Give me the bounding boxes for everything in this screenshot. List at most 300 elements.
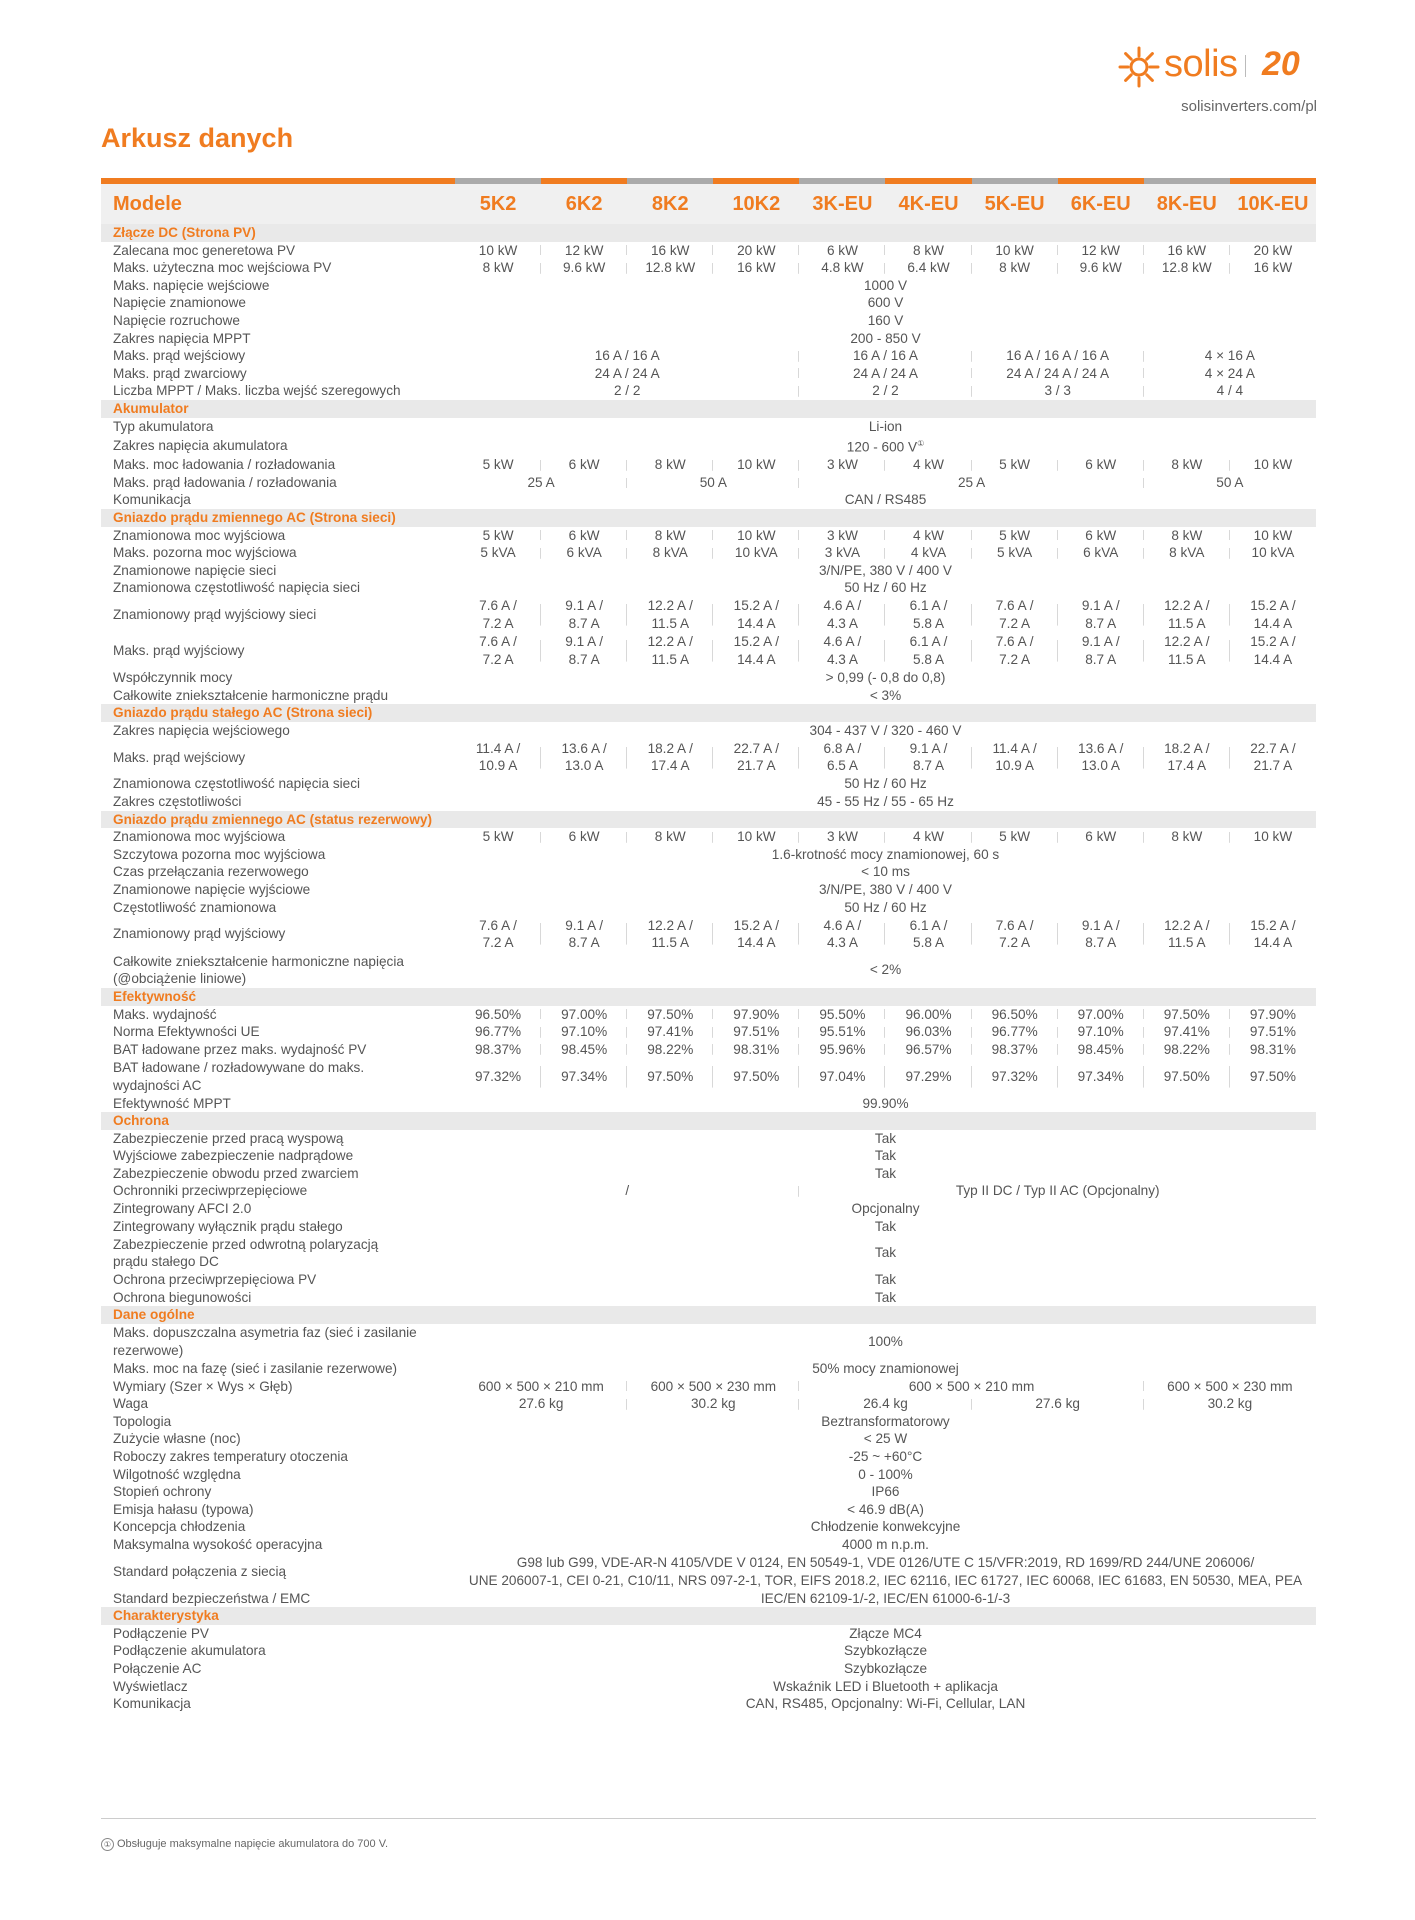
table-cell: 10 kVA (1251, 545, 1295, 561)
table-cell: 27.6 kg (972, 1395, 1144, 1413)
table-row (101, 562, 1316, 580)
row-label: Znamionowa częstotliwość napięcia sieci (113, 776, 361, 792)
table-cell: 8 kW (1144, 828, 1230, 846)
table-row (101, 1095, 1316, 1113)
table-cell: 98.31% (1249, 1041, 1296, 1057)
table-cell: 12.2 A / 11.5 A (1144, 597, 1230, 633)
row-label: Komunikacja (113, 492, 191, 508)
row-label: Waga (113, 1396, 149, 1412)
table-cell: 97.34% (1058, 1059, 1144, 1095)
table-cell: 12.2 A / 11.5 A (1144, 916, 1230, 952)
table-row (101, 347, 1316, 365)
table-cell: 10 kW (1253, 829, 1293, 845)
row-label: Wyjściowe zabezpieczenie nadprądowe (113, 1148, 354, 1164)
table-row (101, 1395, 1316, 1413)
table-cell: Wskaźnik LED i Bluetooth + aplikacja (773, 1678, 998, 1694)
table-cell: 15.2 A / 14.4 A (713, 597, 799, 633)
row-label: Zintegrowany wyłącznik prądu stałego (113, 1218, 343, 1234)
table-cell: 8 kW (885, 242, 971, 260)
row-label: Topologia (113, 1413, 172, 1429)
row-label: Maks. dopuszczalna asymetria faz (sieć i zasilanie rezerwowe) (113, 1325, 417, 1359)
table-cell: Tak (874, 1148, 897, 1164)
table-cell: 97.51% (713, 1023, 799, 1041)
table-cell: / (455, 1182, 799, 1200)
table-row (101, 1006, 1316, 1024)
table-cell: 50 Hz / 60 Hz (844, 580, 927, 596)
table-cell: 96.00% (885, 1006, 971, 1024)
table-cell: 9.1 A / 8.7 A (541, 633, 627, 669)
table-cell: CAN / RS485 (844, 492, 927, 508)
row-label: Maks. prąd wejściowy (113, 348, 246, 364)
row-label: Maks. moc na fazę (sieć i zasilanie rezerwowe) (113, 1361, 398, 1377)
row-label: Stopień ochrony (113, 1484, 212, 1500)
table-row (101, 863, 1316, 881)
footnote-text: Obsługuje maksymalne napięcie akumulatora do 700 V. (117, 1838, 389, 1850)
table-row (101, 687, 1316, 705)
row-label: Zabezpieczenie obwodu przed zwarciem (113, 1165, 359, 1181)
table-cell: 16 kW (713, 259, 799, 277)
table-cell: 12.2 A / 11.5 A (627, 597, 713, 633)
table-row (101, 382, 1316, 400)
table-row (101, 881, 1316, 899)
table-cell: 98.37% (455, 1041, 541, 1059)
table-cell: 10 kW (1253, 527, 1293, 543)
section-title: Gniazdo prądu stałego AC (Strona sieci) (101, 704, 1316, 722)
table-cell: 99.90% (862, 1095, 909, 1111)
table-cell: 4 kVA (885, 544, 971, 562)
table-cell: 9.1 A / 8.7 A (1058, 597, 1144, 633)
table-cell: 8 kW (1144, 527, 1230, 545)
table-cell: 95.96% (799, 1041, 885, 1059)
row-label: Zabezpieczenie przed odwrotną polaryzacją prądu stałego DC (113, 1236, 379, 1270)
section-header-row (101, 509, 1316, 527)
row-label: Maks. prąd ładowania / rozładowania (113, 474, 337, 490)
table-cell: 200 - 850 V (850, 330, 921, 346)
model-header: 3K-EU (799, 181, 885, 224)
row-label: Czas przełączania rezerwowego (113, 864, 309, 880)
row-label: Szczytowa pozorna moc wyjściowa (113, 846, 326, 862)
row-label: Roboczy zakres temperatury otoczenia (113, 1449, 348, 1464)
row-label: BAT ładowane / rozładowywane do maks. wydajności AC (113, 1059, 365, 1093)
table-cell: 97.29% (885, 1059, 971, 1095)
table-row (101, 1518, 1316, 1536)
table-cell: IEC/EN 62109-1/-2, IEC/EN 61000-6-1/-3 (760, 1590, 1011, 1606)
table-cell: 5 kW (972, 456, 1058, 474)
row-label: Wilgotność względna (113, 1466, 241, 1482)
model-header: 10K-EU (1230, 181, 1316, 224)
table-cell: 97.50% (713, 1059, 799, 1095)
table-cell: 97.50% (1249, 1068, 1296, 1084)
model-header: 8K2 (627, 181, 713, 224)
section-title: Złącze DC (Strona PV) (101, 224, 1316, 242)
row-label: Znamionowy prąd wyjściowy sieci (113, 607, 317, 623)
table-cell: Tak (874, 1245, 897, 1261)
table-cell: 160 V (867, 312, 904, 328)
table-cell: 9.1 A / 8.7 A (541, 597, 627, 633)
table-cell: 11.4 A / 10.9 A (455, 739, 541, 775)
table-cell: 5 kVA (455, 544, 541, 562)
section-header-row (101, 400, 1316, 418)
table-cell: Tak (874, 1218, 897, 1234)
table-cell: 10 kW (713, 456, 799, 474)
table-cell: 15.2 A / 14.4 A (1250, 917, 1296, 951)
row-label: Podłączenie akumulatora (113, 1643, 266, 1659)
table-cell: 97.50% (1144, 1006, 1230, 1024)
page-title: Arkusz danych (101, 123, 294, 153)
spec-table (101, 178, 1316, 1713)
table-cell: < 46.9 dB(A) (847, 1501, 924, 1517)
table-cell: 3 / 3 (972, 382, 1144, 400)
table-cell: 6.4 kW (885, 259, 971, 277)
table-cell: 96.50% (455, 1006, 541, 1024)
table-row (101, 242, 1316, 260)
table-cell: 3 kW (799, 456, 885, 474)
table-cell: 6.8 A / 6.5 A (799, 739, 885, 775)
table-cell: 96.50% (972, 1006, 1058, 1024)
table-row (101, 312, 1316, 330)
section-header-row (101, 1607, 1316, 1625)
row-label: Ochrona biegunowości (113, 1289, 252, 1305)
table-cell: IP66 (871, 1484, 900, 1500)
table-cell: 97.00% (541, 1006, 627, 1024)
row-label: Połączenie AC (113, 1660, 202, 1676)
table-cell: 12.8 kW (627, 259, 713, 277)
row-label: Maks. pozorna moc wyjściowa (113, 545, 297, 561)
table-row (101, 527, 1316, 545)
table-cell: CAN, RS485, Opcjonalny: Wi-Fi, Cellular, LAN (745, 1696, 1026, 1712)
table-cell: 9.1 A / 8.7 A (1058, 633, 1144, 669)
table-cell: 50 A (627, 474, 799, 492)
table-bottom-divider (101, 1818, 1316, 1819)
table-cell: Tak (874, 1289, 897, 1305)
table-row (101, 1059, 1316, 1095)
table-row (101, 633, 1316, 669)
table-cell: 95.51% (799, 1023, 885, 1041)
table-cell: 15.2 A / 14.4 A (713, 633, 799, 669)
row-label: Standard bezpieczeństwa / EMC (113, 1590, 311, 1606)
section-title: Gniazdo prądu zmiennego AC (status rezerwowy) (101, 811, 1316, 829)
model-header: 5K-EU (972, 181, 1058, 224)
model-header: 6K-EU (1058, 181, 1144, 224)
table-cell: 2 / 2 (455, 382, 799, 400)
table-cell: 10 kW (713, 527, 799, 545)
table-row (101, 1041, 1316, 1059)
table-cell: 6 kW (799, 242, 885, 260)
table-cell: > 0,99 (- 0,8 do 0,8) (825, 670, 946, 685)
logo-divider (1245, 55, 1246, 77)
table-cell: 6 kW (541, 828, 627, 846)
row-label: Komunikacja (113, 1696, 191, 1712)
table-row (101, 952, 1316, 988)
table-cell: 8 kW (627, 828, 713, 846)
row-label: Współczynnik mocy (113, 670, 233, 685)
table-row (101, 1642, 1316, 1660)
table-cell: 50 Hz / 60 Hz (844, 899, 927, 915)
table-row (101, 1483, 1316, 1501)
table-row (101, 1554, 1316, 1590)
table-cell: 12.8 kW (1144, 259, 1230, 277)
table-row (101, 1430, 1316, 1448)
row-label: Emisja hałasu (typowa) (113, 1501, 254, 1517)
table-cell: 12.2 A / 11.5 A (627, 633, 713, 669)
table-row (101, 1200, 1316, 1218)
table-row (101, 1413, 1316, 1431)
table-cell: 97.41% (1144, 1023, 1230, 1041)
table-cell: 3/N/PE, 380 V / 400 V (819, 562, 952, 578)
model-header: 10K2 (713, 181, 799, 224)
table-cell: Tak (874, 1272, 897, 1288)
table-cell: 22.7 A / 21.7 A (1250, 740, 1296, 774)
table-cell: 5 kVA (972, 544, 1058, 562)
table-cell: < 10 ms (861, 864, 910, 880)
table-cell: 97.51% (1249, 1024, 1296, 1040)
table-cell: Szybkozłącze (843, 1660, 928, 1676)
row-label: Zabezpieczenie przed pracą wyspową (113, 1130, 344, 1146)
anniversary-badge: 20 (1262, 45, 1300, 83)
table-row (101, 1130, 1316, 1148)
section-title: Ochrona (101, 1112, 1316, 1130)
footnote-ref: ① (917, 439, 925, 449)
row-label: Całkowite zniekształcenie harmoniczne prądu (113, 687, 389, 703)
table-cell: 16 A / 16 A / 16 A (972, 347, 1144, 365)
table-cell: 96.77% (972, 1023, 1058, 1041)
table-cell: 6 kVA (1058, 544, 1144, 562)
table-cell: 600 × 500 × 210 mm (455, 1378, 627, 1396)
table-cell: 4.6 A / 4.3 A (799, 633, 885, 669)
table-cell: 25 A (455, 474, 627, 492)
table-cell: 3 kVA (799, 544, 885, 562)
table-row (101, 828, 1316, 846)
table-cell: 600 × 500 × 210 mm (799, 1378, 1143, 1396)
table-cell: Opcjonalny (851, 1201, 920, 1217)
table-cell: Złącze MC4 (849, 1625, 922, 1641)
table-row (101, 435, 1316, 456)
table-cell: 10 kW (713, 828, 799, 846)
table-cell: 4.8 kW (799, 259, 885, 277)
table-cell: 6 kW (541, 456, 627, 474)
table-row (101, 1448, 1316, 1466)
section-header-row (101, 811, 1316, 829)
table-cell: 4000 m n.p.m. (842, 1536, 929, 1552)
table-cell: 98.31% (713, 1041, 799, 1059)
table-cell: 4 × 16 A (1204, 348, 1256, 364)
table-cell: 50% mocy znamionowej (812, 1361, 959, 1377)
row-label: Napięcie znamionowe (113, 295, 246, 311)
table-cell: 24 A / 24 A / 24 A (972, 365, 1144, 383)
table-cell: 12 kW (541, 242, 627, 260)
table-cell: 97.00% (1058, 1006, 1144, 1024)
row-label: Całkowite zniekształcenie harmoniczne napięcia (@obciążenie liniowe) (113, 953, 404, 987)
table-row (101, 474, 1316, 492)
table-cell: 12.2 A / 11.5 A (627, 916, 713, 952)
table-row (101, 739, 1316, 775)
table-row (101, 1147, 1316, 1165)
table-cell: 16 A / 16 A (799, 347, 971, 365)
table-row (101, 1590, 1316, 1608)
table-cell: 8 kW (627, 456, 713, 474)
row-label: Znamionowe napięcie wyjściowe (113, 881, 311, 897)
table-row (101, 1235, 1316, 1271)
row-label: Maksymalna wysokość operacyjna (113, 1536, 323, 1552)
table-cell: 15.2 A / 14.4 A (713, 916, 799, 952)
table-cell: 6 kW (1058, 527, 1144, 545)
table-row (101, 1501, 1316, 1519)
table-row (101, 544, 1316, 562)
table-row (101, 277, 1316, 295)
table-row (101, 793, 1316, 811)
table-cell: 10 kVA (713, 544, 799, 562)
row-label: Częstotliwość znamionowa (113, 899, 277, 915)
row-label: Norma Efektywności UE (113, 1024, 260, 1040)
table-cell: 30.2 kg (1207, 1396, 1253, 1412)
table-cell: 8 kW (455, 259, 541, 277)
table-cell: 30.2 kg (627, 1395, 799, 1413)
table-cell: 7.6 A / 7.2 A (455, 597, 541, 633)
row-label: Znamionowa moc wyjściowa (113, 527, 286, 543)
table-cell: 8 kW (1144, 456, 1230, 474)
table-row (101, 1271, 1316, 1289)
table-cell: 12 kW (1058, 242, 1144, 260)
row-label: Koncepcja chłodzenia (113, 1519, 246, 1535)
table-cell: 16 kW (1253, 260, 1293, 276)
row-label: Maks. prąd wyjściowy (113, 643, 245, 659)
table-cell: < 25 W (863, 1431, 908, 1447)
row-label: BAT ładowane przez maks. wydajność PV (113, 1041, 367, 1057)
table-cell: 120 - 600 V① (846, 439, 925, 455)
table-cell: 6 kVA (541, 544, 627, 562)
row-label: Podłączenie PV (113, 1625, 209, 1641)
table-cell: 97.32% (455, 1059, 541, 1095)
row-label: Znamionowa moc wyjściowa (113, 829, 286, 845)
footnote-mark: ① (101, 1838, 114, 1851)
table-cell: 600 × 500 × 230 mm (1167, 1378, 1293, 1394)
table-cell: 97.32% (972, 1059, 1058, 1095)
table-cell: 16 A / 16 A (455, 347, 799, 365)
table-cell: 12.2 A / 11.5 A (1144, 633, 1230, 669)
table-cell: 26.4 kg (799, 1395, 971, 1413)
row-label: Typ akumulatora (113, 418, 214, 434)
section-title: Akumulator (101, 400, 1316, 418)
table-cell: 97.90% (713, 1006, 799, 1024)
model-header: 5K2 (455, 181, 541, 224)
table-cell: Typ II DC / Typ II AC (Opcjonalny) (955, 1183, 1160, 1199)
table-cell: 16 kW (1144, 242, 1230, 260)
table-row (101, 1625, 1316, 1643)
table-cell: 6.1 A / 5.8 A (885, 633, 971, 669)
row-label: Maks. prąd wejściowy (113, 749, 246, 765)
table-cell: 9.1 A / 8.7 A (885, 739, 971, 775)
table-cell: Beztransformatorowy (821, 1413, 950, 1429)
table-cell: 97.10% (541, 1023, 627, 1041)
table-row (101, 1466, 1316, 1484)
table-cell: 98.22% (627, 1041, 713, 1059)
table-row (101, 1536, 1316, 1554)
table-cell: 10 kW (972, 242, 1058, 260)
table-cell: 5 kW (455, 828, 541, 846)
model-header: 8K-EU (1144, 181, 1230, 224)
table-cell: Chłodzenie konwekcyjne (810, 1519, 961, 1535)
table-row (101, 259, 1316, 277)
table-cell: 1.6-krotność mocy znamionowej, 60 s (771, 846, 1000, 862)
row-label: Ochrona przeciwprzepięciowa PV (113, 1272, 317, 1288)
row-label: Znamionowy prąd wyjściowy (113, 926, 286, 942)
row-label: Standard połączenia z siecią (113, 1563, 287, 1579)
row-label: Zakres napięcia wejściowego (113, 722, 290, 738)
section-title: Charakterystyka (101, 1607, 1316, 1625)
table-row (101, 1023, 1316, 1041)
table-row (101, 1378, 1316, 1396)
table-cell: 20 kW (713, 242, 799, 260)
table-row (101, 1660, 1316, 1678)
table-cell: 4 / 4 (1216, 383, 1244, 399)
table-cell: 9.6 kW (1058, 259, 1144, 277)
row-label: Maks. prąd zwarciowy (113, 365, 247, 381)
table-cell: 7.6 A / 7.2 A (972, 597, 1058, 633)
table-cell: 9.1 A / 8.7 A (541, 916, 627, 952)
table-cell: 27.6 kg (455, 1395, 627, 1413)
table-cell: 4 × 24 A (1204, 365, 1256, 381)
row-label: Wyświetlacz (113, 1678, 188, 1694)
table-cell: 600 V (867, 295, 904, 311)
table-cell: 0 - 100% (858, 1466, 913, 1482)
table-cell: 95.50% (799, 1006, 885, 1024)
table-cell: 8 kVA (627, 544, 713, 562)
table-cell: 97.50% (627, 1059, 713, 1095)
table-cell: 98.45% (1058, 1041, 1144, 1059)
table-cell: 97.10% (1058, 1023, 1144, 1041)
brand-name: solis (1164, 43, 1238, 85)
section-header-row (101, 988, 1316, 1006)
table-cell: 9.1 A / 8.7 A (1058, 916, 1144, 952)
table-cell: 97.41% (627, 1023, 713, 1041)
table-cell: G98 lub G99, VDE-AR-N 4105/VDE V 0124, EN 50549-1, VDE 0126/UTE C 15/VFR:2019, RD 1699/RD 244/UNE 206006/ UNE 206007-1, CEI 0-21, C10/11, NRS 097-2-1, TOR, EIFS 2018.2, IEC 62116, IEC 61727, IEC 60068, IEC 61683, EN 50530, MEA, PEA (468, 1554, 1303, 1588)
table-cell: Tak (874, 1130, 897, 1146)
table-cell: Tak (874, 1165, 897, 1181)
table-cell: 8 kVA (1144, 544, 1230, 562)
table-cell: 15.2 A / 14.4 A (1250, 598, 1296, 631)
table-row (101, 669, 1316, 687)
table-cell: 96.57% (885, 1041, 971, 1059)
table-cell: 600 × 500 × 230 mm (627, 1378, 799, 1396)
table-cell: 8 kW (627, 527, 713, 545)
table-cell: 24 A / 24 A (455, 365, 799, 383)
row-label: Ochronniki przeciwprzepięciowe (113, 1183, 308, 1199)
table-cell: 7.6 A / 7.2 A (455, 916, 541, 952)
table-cell: 7.6 A / 7.2 A (972, 916, 1058, 952)
table-cell: 45 - 55 Hz / 55 - 65 Hz (817, 793, 954, 809)
table-cell: 20 kW (1253, 242, 1293, 258)
section-header-row (101, 704, 1316, 722)
table-cell: 97.50% (627, 1006, 713, 1024)
table-cell: 6 kW (541, 527, 627, 545)
table-cell: 7.6 A / 7.2 A (455, 633, 541, 669)
table-cell: 25 A (799, 474, 1143, 492)
table-cell: 1000 V (863, 277, 908, 293)
table-cell: 13.6 A / 13.0 A (1058, 739, 1144, 775)
table-cell: 3/N/PE, 380 V / 400 V (819, 881, 952, 897)
table-cell: 96.77% (455, 1023, 541, 1041)
table-cell: 6 kW (1058, 828, 1144, 846)
section-title: Dane ogólne (101, 1306, 1316, 1324)
table-cell: 5 kW (972, 828, 1058, 846)
table-cell: 7.6 A / 7.2 A (972, 633, 1058, 669)
table-cell: 4 kW (885, 456, 971, 474)
table-cell: 96.03% (885, 1023, 971, 1041)
table-cell: 97.50% (1144, 1059, 1230, 1095)
table-row (101, 846, 1316, 864)
row-label: Maks. użyteczna moc wejściowa PV (113, 260, 332, 276)
row-label: Liczba MPPT / Maks. liczba wejść szeregowych (113, 383, 401, 399)
